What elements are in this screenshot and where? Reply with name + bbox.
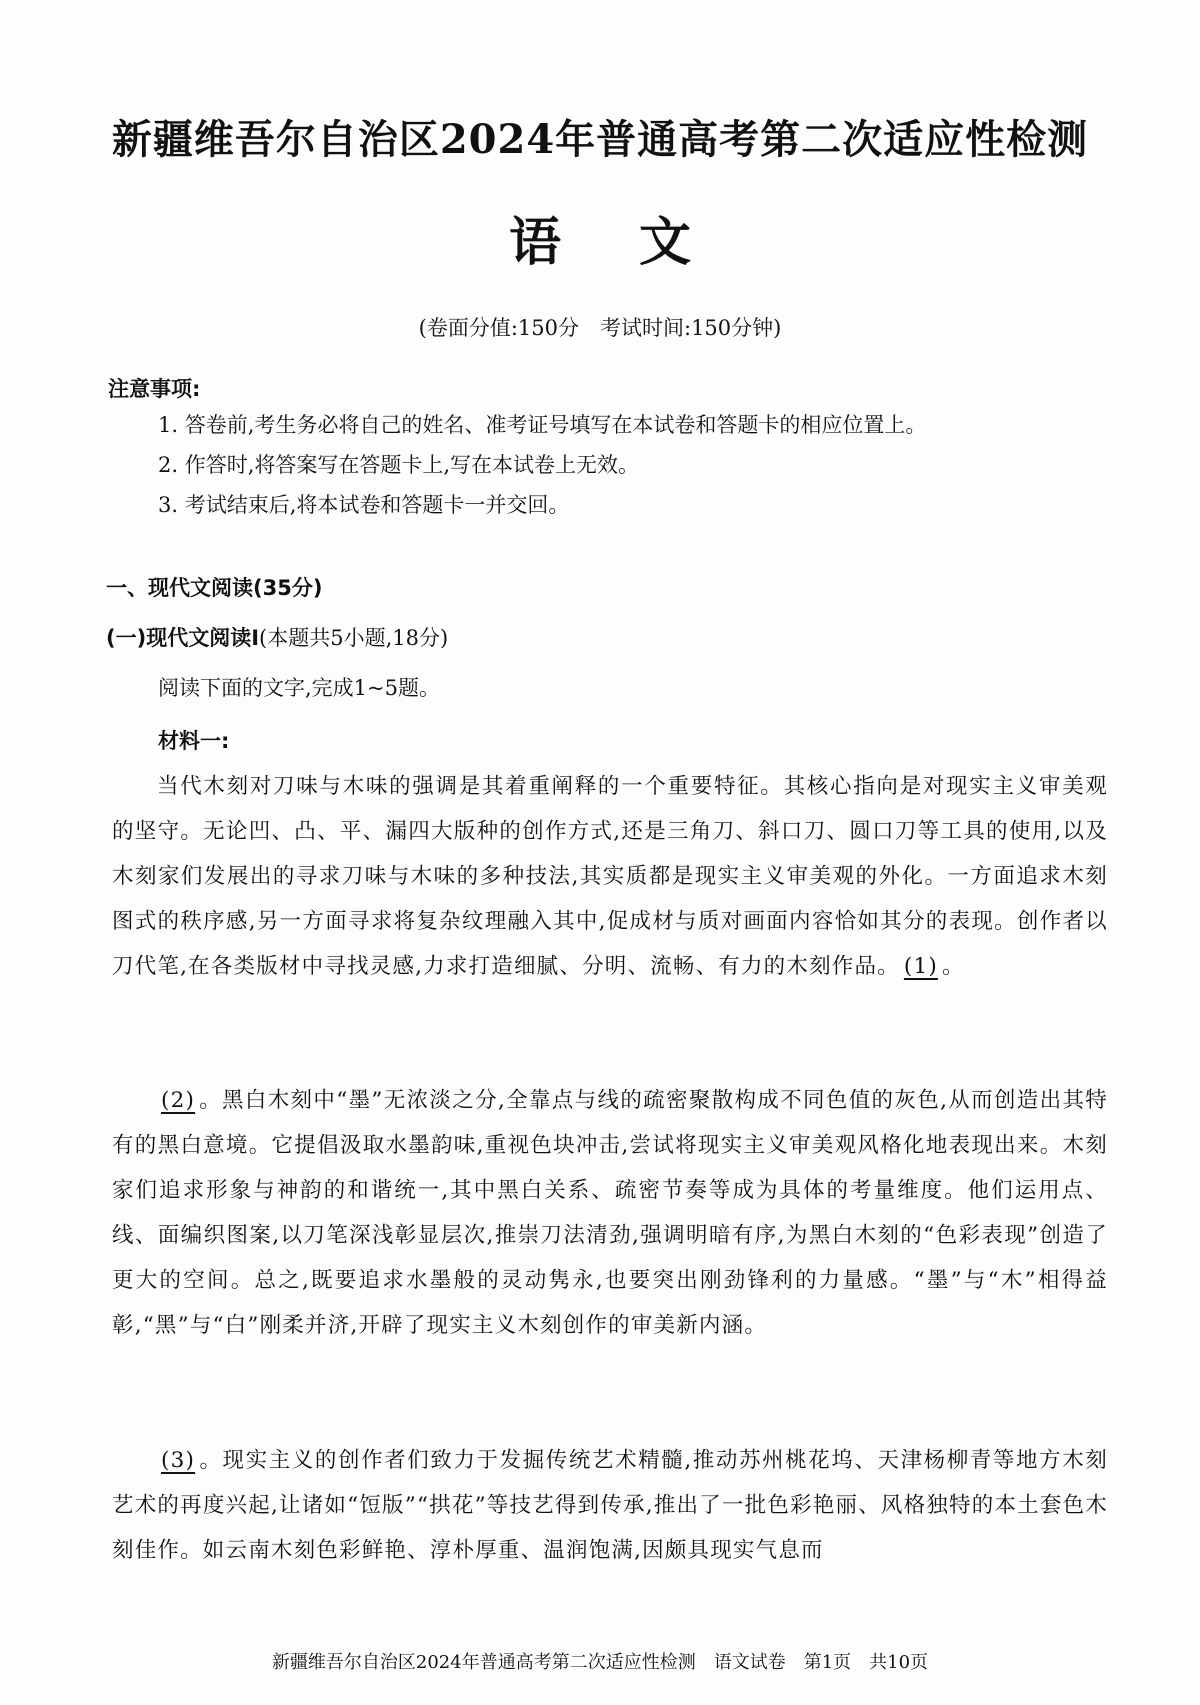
paragraph-text: 。黑白木刻中“墨”无浓淡之分,全靠点与线的疏密聚散构成不同色值的灰色,从而创造出其特有的黑白意境。它提倡汲取水墨韵味,重视色块冲击,尝试将现实主义审美观风格化地表现出来。木刻家们追求形象与神韵的和谐统一,其中黑白关系、疏密节奏等成为具体的考量维度。他们运用点、线、面编织图案,以刀笔深浅彰显层次,推崇刀法清劲,强调明暗有序,为黑白木刻的“色彩表现”创造了更大的空间。总之,既要追求水墨般的灵动隽永,也要突出刚劲锋利的力量感。“墨”与“木”相得益彰,“黑”与“白”刚柔并济,开辟了现实主义木刻创作的审美新内涵。 — [112, 1088, 1108, 1338]
passage-paragraph-3 — [112, 1438, 1108, 1573]
paragraph-text: 当代木刻对刀味与木味的强调是其着重阐释的一个重要特征。其核心指向是对现实主义审美观的坚守。无论凹、凸、平、漏四大版种的创作方式,还是三角刀、斜口刀、圆口刀等工具的使用,以及木刻家们发展出的寻求刀味与木味的多种技法,其实质都是现实主义审美观的外化。一方面追求木刻图式的秩序感,另一方面寻求将复杂纹理融入其中,促成材与质对画面内容恰如其分的表现。创作者以刀代笔,在各类版材中寻找灵感,力求打造细腻、分明、流畅、有力的木刻作品。 — [112, 774, 1108, 979]
subject-title: 语 文 — [508, 212, 692, 273]
exam-title: 新疆维吾尔自治区2024年普通高考第二次适应性检测 — [111, 116, 1089, 163]
fill-blank-1: (1) — [903, 954, 938, 979]
notice-item: 3. 考试结束后,将本试卷和答题卡一并交回。 — [158, 493, 570, 517]
sub-heading-title: (一)现代文阅读Ⅰ — [106, 626, 260, 650]
exam-meta: (卷面分值:150分 考试时间:150分钟) — [418, 316, 782, 340]
section-heading: 一、现代文阅读(35分) — [106, 576, 323, 600]
page-footer: 新疆维吾尔自治区2024年普通高考第二次适应性检测 语文试卷 第1页 共10页 — [271, 1652, 929, 1673]
material-label: 材料一: — [158, 729, 230, 753]
paragraph-end: 。 — [941, 954, 965, 979]
notice-list — [158, 405, 1118, 525]
paragraph-text: 。现实主义的创作者们致力于发掘传统艺术精髓,推动苏州桃花坞、天津杨柳青等地方木刻艺术的再度兴起,让诸如“饾版”“拱花”等技艺得到传承,推出了一批色彩艳丽、风格独特的本土套色木刻佳作。如云南木刻色彩鲜艳、淳朴厚重、温润饱满,因颇具现实气息而 — [112, 1448, 1108, 1563]
fill-blank-3: (3) — [161, 1448, 196, 1473]
sub-heading-note: (本题共5小题,18分) — [259, 626, 449, 650]
notice-item: 2. 作答时,将答案写在答题卡上,写在本试卷上无效。 — [158, 453, 640, 477]
notice-item: 1. 答卷前,考生务必将自己的姓名、准考证号填写在本试卷和答题卡的相应位置上。 — [158, 413, 927, 437]
passage-paragraph-2 — [112, 1078, 1108, 1348]
fill-blank-2: (2) — [161, 1088, 196, 1113]
notice-heading: 注意事项: — [108, 377, 201, 401]
instruction: 阅读下面的文字,完成1~5题。 — [158, 676, 440, 700]
passage-paragraph-1 — [112, 764, 1108, 989]
sub-section-heading — [106, 622, 448, 652]
